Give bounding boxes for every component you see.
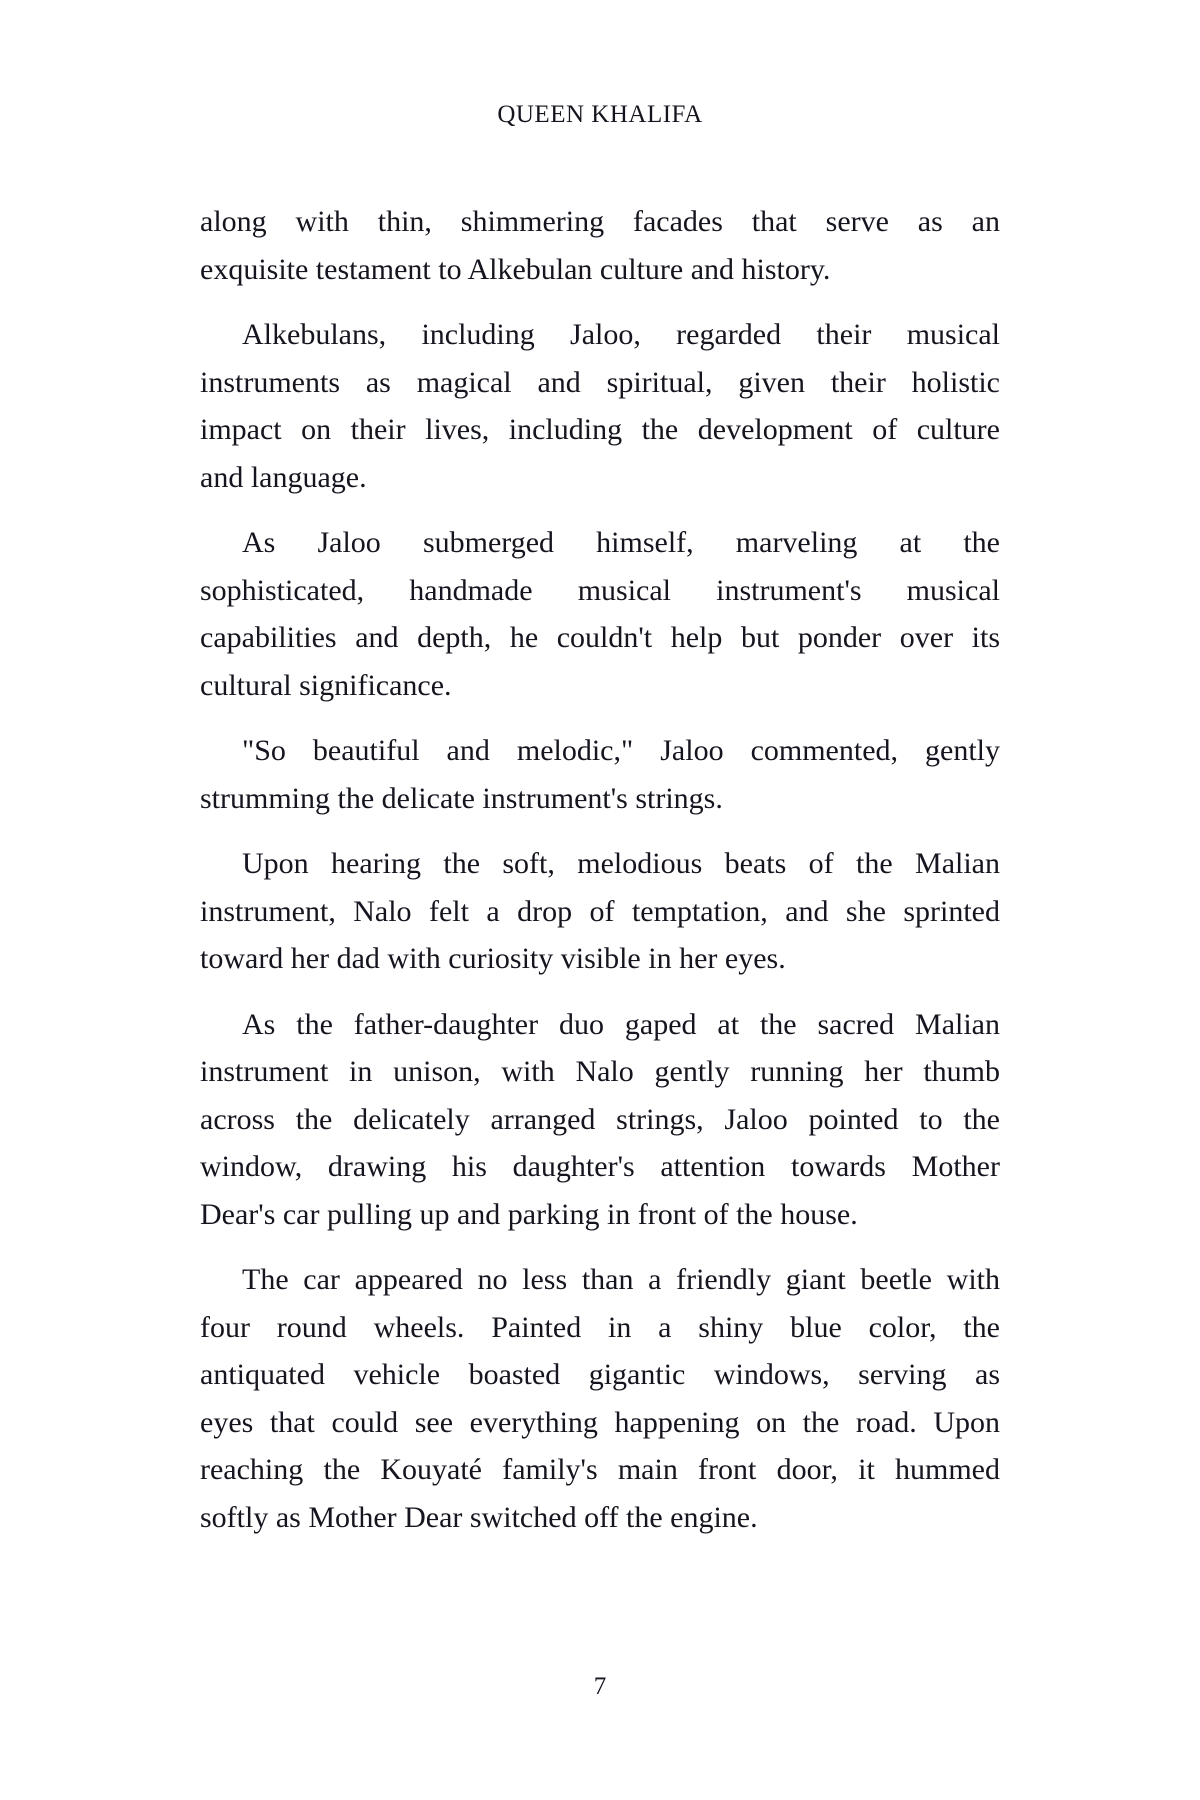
text-line: cultural significance. (200, 668, 452, 702)
text-line: exquisite testament to Alkebulan culture and history. (200, 252, 831, 286)
text-line: Alkebulans, including Jaloo, regarded their musical (242, 318, 1000, 351)
paragraph (200, 1001, 1000, 1239)
text-line: strumming the delicate instrument's strings. (200, 781, 723, 815)
text-line: four round wheels. Painted in a shiny blue color, the (200, 1310, 1000, 1344)
text-line: instrument, Nalo felt a drop of temptation, and she sprinted (200, 894, 1000, 928)
text-line: capabilities and depth, he couldn't help but ponder over its (200, 621, 1000, 654)
paragraph (200, 840, 1000, 983)
text-line: Dear's car pulling up and parking in front of the house. (200, 1197, 858, 1231)
text-line: The car appeared no less than a friendly giant beetle with (242, 1263, 1000, 1296)
paragraph (200, 727, 1000, 822)
paragraph (200, 198, 1000, 293)
body-text (200, 198, 1000, 1559)
text-line: "So beautiful and melodic," Jaloo commented, gently (242, 734, 1000, 767)
text-line: toward her dad with curiosity visible in her eyes. (200, 942, 786, 975)
text-line: window, drawing his daughter's attention towards Mother (200, 1150, 1000, 1183)
text-line: eyes that could see everything happening on the road. Upon (200, 1405, 1000, 1439)
paragraph (200, 311, 1000, 501)
paragraph (200, 519, 1000, 709)
text-line: impact on their lives, including the development of culture (200, 413, 1000, 446)
text-line: instrument in unison, with Nalo gently running her thumb (200, 1055, 1000, 1088)
paragraph (200, 1256, 1000, 1541)
text-line: sophisticated, handmade musical instrument's musical (200, 573, 1000, 607)
text-line: As the father-daughter duo gaped at the sacred Malian (242, 1007, 1000, 1041)
running-header: QUEEN KHALIFA (497, 101, 703, 128)
page-number: 7 (593, 1673, 607, 1700)
text-line: instruments as magical and spiritual, given their holistic (200, 365, 1000, 399)
text-line: across the delicately arranged strings, Jaloo pointed to the (200, 1102, 1000, 1136)
text-line: reaching the Kouyaté family's main front door, it hummed (200, 1453, 1000, 1486)
text-line: along with thin, shimmering facades that serve as an (200, 205, 1000, 238)
text-line: Upon hearing the soft, melodious beats of the Malian (242, 847, 1000, 880)
text-line: As Jaloo submerged himself, marveling at the (242, 526, 1000, 559)
text-line: antiquated vehicle boasted gigantic windows, serving as (200, 1358, 1000, 1391)
text-line: and language. (200, 460, 367, 494)
text-line: softly as Mother Dear switched off the engine. (200, 1500, 758, 1534)
